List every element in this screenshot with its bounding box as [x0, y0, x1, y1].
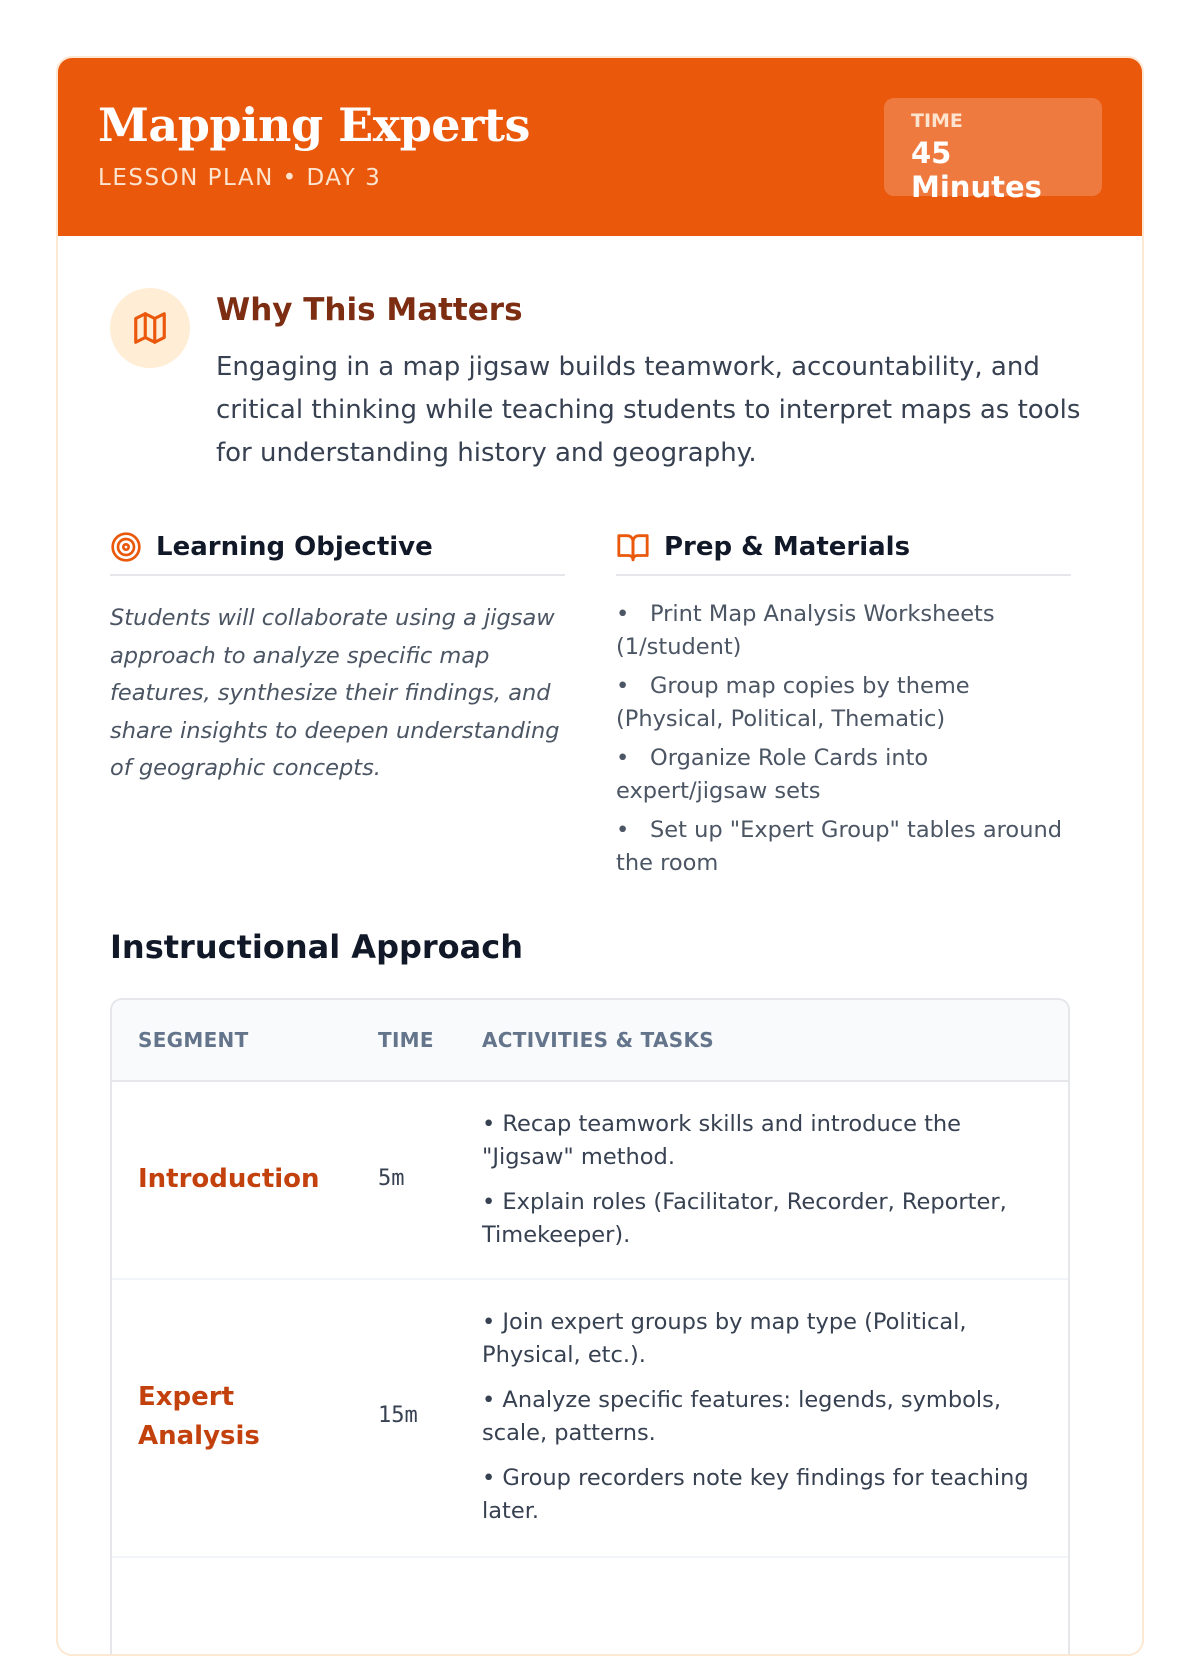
- list-item: • Print Map Analysis Worksheets (1/student): [616, 601, 995, 660]
- why-text: Engaging in a map jigsaw builds teamwork, accountability, and critical thinking while teaching students to interpret maps as tools for understanding history and geography.: [216, 352, 1081, 468]
- lesson-plan-card: [56, 56, 1144, 1656]
- materials-list: [616, 598, 1071, 880]
- approach-title: Instructional Approach: [110, 928, 523, 966]
- objective-title: Learning Objective: [156, 532, 433, 562]
- lesson-subtitle: LESSON PLAN • DAY 3: [98, 165, 382, 191]
- map-icon: [110, 288, 190, 368]
- list-item: • Set up "Expert Group" tables around the room: [616, 817, 1062, 876]
- objective-text: Students will collaborate using a jigsaw approach to analyze specific map features, synthesize their findings, and share insights to deepen understanding of geographic concepts.: [110, 605, 560, 781]
- lesson-header: [58, 58, 1142, 236]
- task-item: • Join expert groups by map type (Political, Physical, etc.).: [482, 1309, 967, 1368]
- task-item: • Recap teamwork skills and introduce the "Jigsaw" method.: [482, 1111, 962, 1170]
- time-value: 45 Minutes: [911, 136, 1042, 204]
- task-item: • Explain roles (Facilitator, Recorder, Reporter, Timekeeper).: [482, 1189, 1007, 1248]
- lesson-title: Mapping Experts: [98, 98, 530, 152]
- task-item: • Group recorders note key findings for teaching later.: [482, 1465, 1029, 1524]
- materials-section: [616, 524, 1071, 886]
- target-icon: [110, 531, 142, 563]
- column-header-segment: SEGMENT: [138, 1028, 249, 1052]
- list-item: • Organize Role Cards into expert/jigsaw sets: [616, 745, 929, 804]
- column-header-activities: ACTIVITIES & TASKS: [482, 1028, 714, 1052]
- table-header: [112, 1000, 1068, 1082]
- table-row: [112, 1280, 1068, 1558]
- segment-name: Expert Analysis: [138, 1382, 260, 1451]
- approach-table: [110, 998, 1070, 1656]
- materials-title: Prep & Materials: [664, 532, 911, 562]
- task-item: • Analyze specific features: legends, symbols, scale, patterns.: [482, 1387, 1002, 1446]
- segment-time: 15m: [378, 1403, 418, 1428]
- segment-name: Introduction: [138, 1164, 320, 1194]
- book-icon: [616, 530, 650, 564]
- table-row: [112, 1082, 1068, 1280]
- column-header-time: TIME: [378, 1028, 434, 1052]
- list-item: • Group map copies by theme (Physical, Political, Thematic): [616, 673, 970, 732]
- time-badge: [884, 98, 1102, 204]
- segment-tasks: [482, 1306, 1052, 1540]
- why-title: Why This Matters: [216, 292, 523, 328]
- segment-tasks: [482, 1108, 1052, 1264]
- segment-time: 5m: [378, 1166, 405, 1191]
- objective-section: [110, 524, 565, 788]
- time-label: TIME: [911, 110, 963, 132]
